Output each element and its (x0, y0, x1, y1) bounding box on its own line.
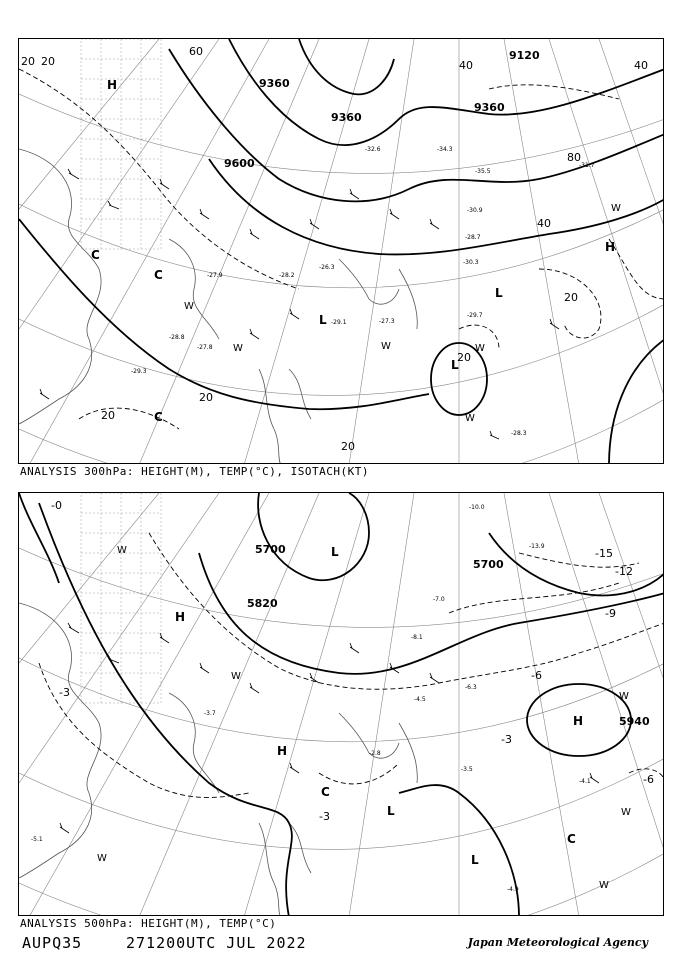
warm-mark: W (475, 343, 485, 354)
isotherm-label: -12 (615, 565, 633, 578)
high-center: H (107, 78, 118, 92)
temp-label: -3.7 (204, 710, 216, 717)
height-label: 5700 (255, 543, 286, 556)
map-300hpa-svg (19, 39, 664, 464)
temp-label: -31.7 (579, 162, 595, 169)
temp-label: -27.8 (197, 344, 213, 351)
temp-label: -34.3 (437, 146, 453, 153)
isotherm-label: -0 (51, 499, 62, 512)
low-center: L (319, 313, 327, 327)
high-center: H (573, 714, 584, 728)
temp-label: -28.3 (511, 430, 527, 437)
low-center: L (331, 545, 339, 559)
terrain-grid (81, 493, 161, 703)
temp-label: -2.8 (369, 750, 381, 757)
terrain-grid (81, 39, 161, 249)
height-label: 9360 (474, 101, 505, 114)
temp-label: -4.5 (414, 696, 426, 703)
warm-mark: W (381, 341, 391, 352)
high-center: H (175, 610, 186, 624)
temperature-labels (31, 504, 591, 893)
isotherm-label: -15 (595, 547, 613, 560)
temp-label: -35.5 (475, 168, 491, 175)
isotach-label: 40 (634, 59, 648, 72)
height-label: 9360 (259, 77, 290, 90)
graticule-parallels (19, 548, 664, 916)
graticule-meridians (19, 39, 664, 464)
warm-markers (97, 545, 631, 891)
product-code: AUPQ35 (22, 934, 83, 952)
isotach-label: 60 (189, 45, 203, 58)
high-center: H (605, 240, 616, 254)
temp-label: -27.3 (379, 318, 395, 325)
valid-time: 271200UTC JUL 2022 (126, 934, 307, 952)
isotherm-label: -3 (319, 810, 330, 823)
temp-label: -13.9 (529, 543, 545, 550)
coastline (19, 603, 417, 916)
temp-label: -7.0 (433, 596, 445, 603)
temp-label: -30.3 (463, 259, 479, 266)
isotherm-label: -3 (501, 733, 512, 746)
height-label: 9360 (331, 111, 362, 124)
height-label: 9120 (509, 49, 540, 62)
cold-center: C (154, 410, 163, 424)
isotach-label: 20 (457, 351, 471, 364)
temp-label: -6.3 (465, 684, 477, 691)
temp-label: -29.7 (467, 312, 483, 319)
cold-center: C (321, 785, 330, 799)
isotherm-contours (39, 533, 664, 797)
warm-mark: W (621, 807, 631, 818)
isotherm-label: -6 (531, 669, 542, 682)
warm-mark: W (611, 203, 621, 214)
height-labels (247, 543, 650, 728)
caption-500hpa: ANALYSIS 500hPa: HEIGHT(M), TEMP(°C) (20, 917, 277, 930)
temp-label: -4.9 (507, 886, 519, 893)
temp-label: -26.3 (319, 264, 335, 271)
temp-label: -3.5 (461, 766, 473, 773)
isotach-label: 20 (564, 291, 578, 304)
temp-label: -28.2 (279, 272, 295, 279)
isotach-label: 20 (199, 391, 213, 404)
temp-label: -28.7 (465, 234, 481, 241)
isotach-label: 20 (21, 55, 35, 68)
temp-label: -29.3 (131, 368, 147, 375)
cold-center: C (567, 832, 576, 846)
map-panel-500hpa (18, 492, 664, 916)
height-label: 9600 (224, 157, 255, 170)
height-label: 5820 (247, 597, 278, 610)
caption-300hpa: ANALYSIS 300hPa: HEIGHT(M), TEMP(°C), ISOTACH(KT) (20, 465, 370, 478)
low-center: L (387, 804, 395, 818)
temp-label: -28.8 (169, 334, 185, 341)
temp-label: -8.1 (411, 634, 423, 641)
agency-name: Japan Meteorological Agency (467, 936, 648, 949)
warm-mark: W (599, 880, 609, 891)
warm-mark: W (465, 413, 475, 424)
low-center: L (451, 358, 459, 372)
temp-label: -32.6 (365, 146, 381, 153)
isotach-label: 80 (567, 151, 581, 164)
isotach-label: 40 (537, 217, 551, 230)
warm-mark: W (97, 853, 107, 864)
height-label: 5700 (473, 558, 504, 571)
isotherm-labels (51, 499, 654, 823)
map-panel-300hpa (18, 38, 664, 464)
coastline (19, 149, 417, 464)
high-center: H (277, 744, 288, 758)
low-center: L (495, 286, 503, 300)
cold-center: C (91, 248, 100, 262)
isotach-label: 40 (459, 59, 473, 72)
cold-center: C (154, 268, 163, 282)
temp-label: -30.9 (467, 207, 483, 214)
height-label: 5940 (619, 715, 650, 728)
isotach-label: 20 (41, 55, 55, 68)
chart-footer (22, 934, 658, 954)
low-center: L (471, 853, 479, 867)
warm-mark: W (233, 343, 243, 354)
temp-label: -5.1 (31, 836, 43, 843)
temp-label: -10.0 (469, 504, 485, 511)
isotherm-label: -9 (605, 607, 616, 620)
warm-mark: W (619, 691, 629, 702)
warm-markers (184, 203, 621, 424)
map-500hpa-svg (19, 493, 664, 916)
warm-mark: W (117, 545, 127, 556)
isotherm-label: -6 (643, 773, 654, 786)
isotherm-label: -3 (59, 686, 70, 699)
height-contours (19, 39, 664, 464)
warm-mark: W (184, 301, 194, 312)
warm-mark: W (231, 671, 241, 682)
isotach-label: 20 (101, 409, 115, 422)
temp-label: -27.9 (207, 272, 223, 279)
temp-label: -4.1 (579, 778, 591, 785)
isotach-labels (21, 45, 648, 453)
temp-label: -29.1 (331, 319, 347, 326)
isotach-label: 20 (341, 440, 355, 453)
